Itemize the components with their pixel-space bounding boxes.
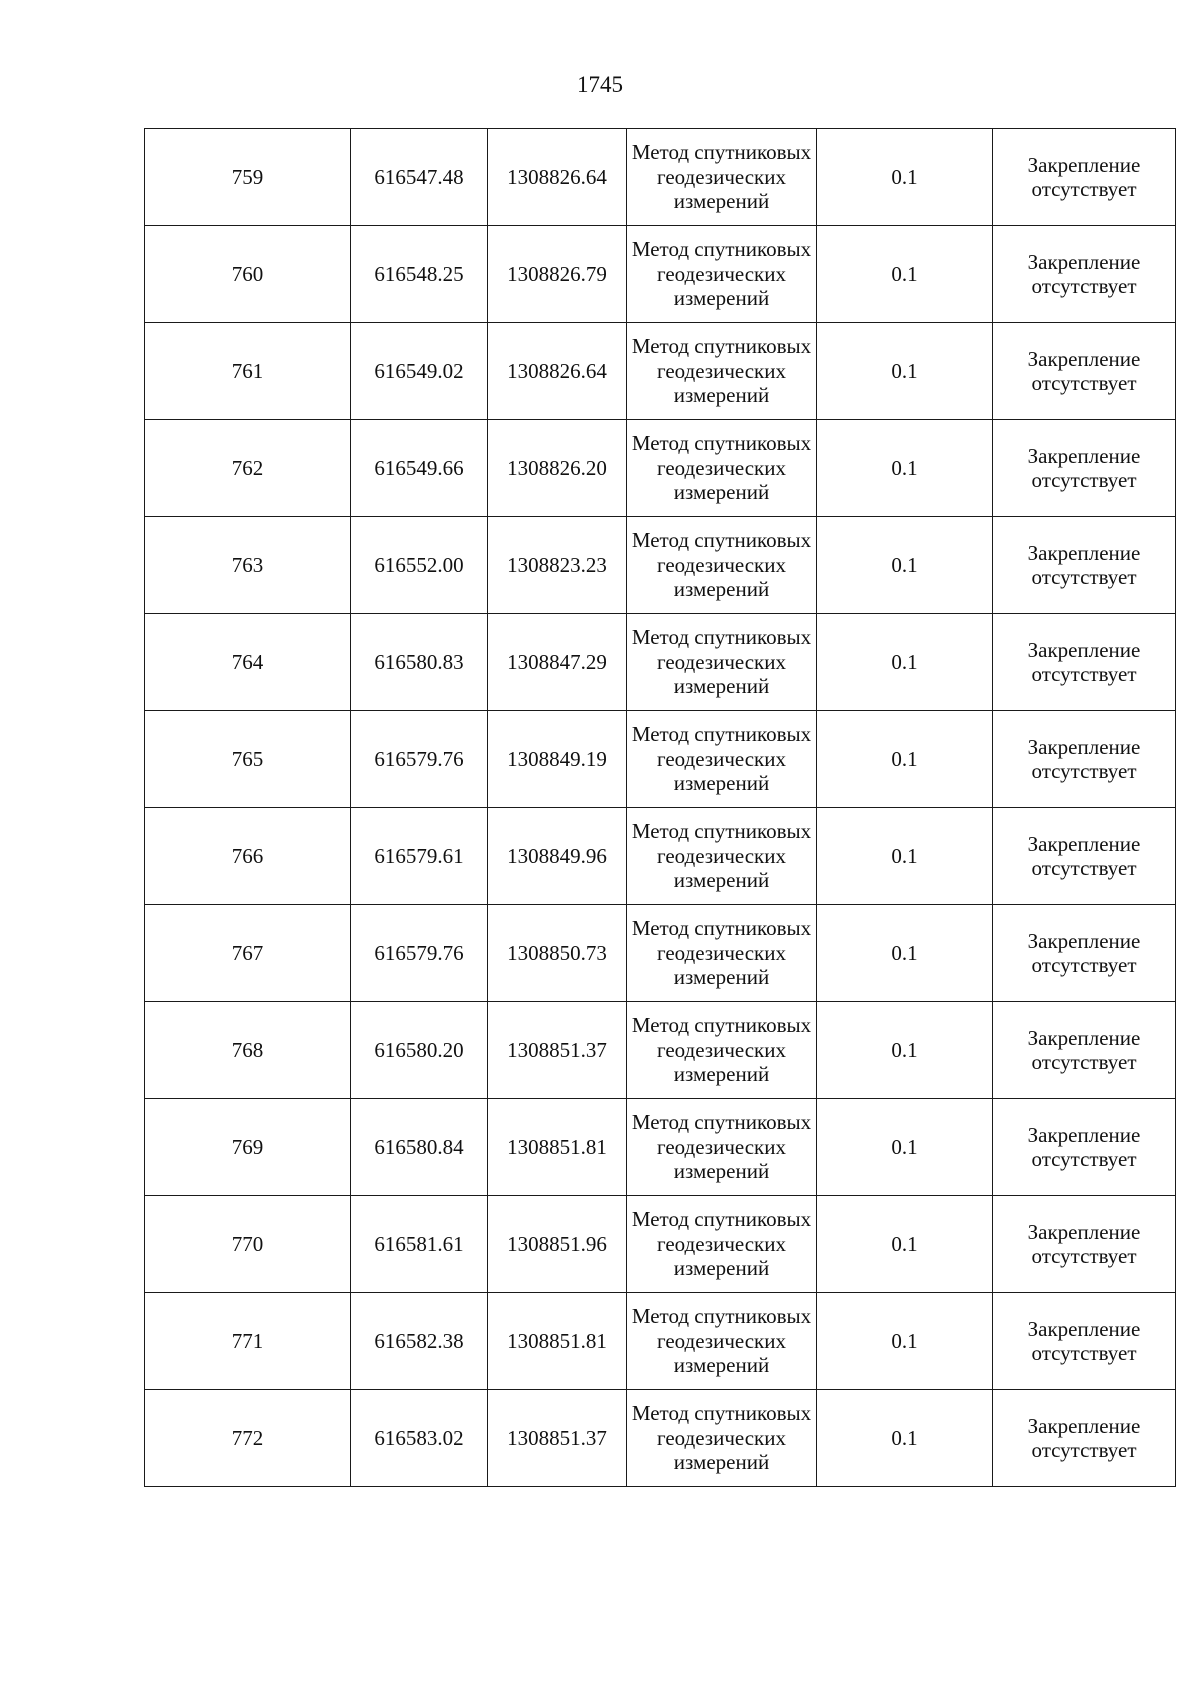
x-coordinate-cell: 616581.61: [351, 1196, 488, 1293]
marking-cell: Закрепление отсутствует: [993, 808, 1176, 905]
method-cell: Метод спутниковых геодезических измерений: [627, 1390, 817, 1487]
accuracy-cell: 0.1: [817, 1390, 993, 1487]
method-cell: Метод спутниковых геодезических измерений: [627, 905, 817, 1002]
point-number-cell: 768: [145, 1002, 351, 1099]
table-row: [145, 420, 1176, 517]
method-cell: Метод спутниковых геодезических измерений: [627, 1293, 817, 1390]
y-coordinate-cell: 1308823.23: [488, 517, 627, 614]
table-row: [145, 226, 1176, 323]
y-coordinate-cell: 1308851.96: [488, 1196, 627, 1293]
y-coordinate-cell: 1308851.81: [488, 1099, 627, 1196]
table-row: [145, 323, 1176, 420]
marking-cell: Закрепление отсутствует: [993, 711, 1176, 808]
point-number-cell: 770: [145, 1196, 351, 1293]
accuracy-cell: 0.1: [817, 905, 993, 1002]
table-row: [145, 614, 1176, 711]
table-row: [145, 1390, 1176, 1487]
point-number-cell: 765: [145, 711, 351, 808]
coordinates-table: [144, 128, 1176, 1487]
table-row: [145, 711, 1176, 808]
y-coordinate-cell: 1308847.29: [488, 614, 627, 711]
x-coordinate-cell: 616548.25: [351, 226, 488, 323]
accuracy-cell: 0.1: [817, 1196, 993, 1293]
table-row: [145, 905, 1176, 1002]
table-row: [145, 129, 1176, 226]
method-cell: Метод спутниковых геодезических измерений: [627, 517, 817, 614]
coordinates-table-body: [145, 129, 1176, 1487]
marking-cell: Закрепление отсутствует: [993, 614, 1176, 711]
method-cell: Метод спутниковых геодезических измерений: [627, 129, 817, 226]
x-coordinate-cell: 616549.66: [351, 420, 488, 517]
y-coordinate-cell: 1308851.37: [488, 1390, 627, 1487]
table-row: [145, 1099, 1176, 1196]
point-number-cell: 759: [145, 129, 351, 226]
marking-cell: Закрепление отсутствует: [993, 1002, 1176, 1099]
y-coordinate-cell: 1308851.81: [488, 1293, 627, 1390]
y-coordinate-cell: 1308826.79: [488, 226, 627, 323]
y-coordinate-cell: 1308826.64: [488, 129, 627, 226]
x-coordinate-cell: 616580.83: [351, 614, 488, 711]
point-number-cell: 764: [145, 614, 351, 711]
point-number-cell: 767: [145, 905, 351, 1002]
method-cell: Метод спутниковых геодезических измерений: [627, 1196, 817, 1293]
x-coordinate-cell: 616580.20: [351, 1002, 488, 1099]
marking-cell: Закрепление отсутствует: [993, 129, 1176, 226]
x-coordinate-cell: 616579.61: [351, 808, 488, 905]
point-number-cell: 766: [145, 808, 351, 905]
accuracy-cell: 0.1: [817, 711, 993, 808]
table-row: [145, 808, 1176, 905]
accuracy-cell: 0.1: [817, 517, 993, 614]
page-number: 1745: [577, 72, 623, 97]
y-coordinate-cell: 1308826.64: [488, 323, 627, 420]
accuracy-cell: 0.1: [817, 614, 993, 711]
method-cell: Метод спутниковых геодезических измерений: [627, 614, 817, 711]
point-number-cell: 771: [145, 1293, 351, 1390]
point-number-cell: 761: [145, 323, 351, 420]
accuracy-cell: 0.1: [817, 129, 993, 226]
x-coordinate-cell: 616552.00: [351, 517, 488, 614]
marking-cell: Закрепление отсутствует: [993, 226, 1176, 323]
marking-cell: Закрепление отсутствует: [993, 905, 1176, 1002]
method-cell: Метод спутниковых геодезических измерений: [627, 226, 817, 323]
table-row: [145, 1196, 1176, 1293]
x-coordinate-cell: 616579.76: [351, 711, 488, 808]
x-coordinate-cell: 616580.84: [351, 1099, 488, 1196]
table-row: [145, 1002, 1176, 1099]
accuracy-cell: 0.1: [817, 808, 993, 905]
y-coordinate-cell: 1308849.96: [488, 808, 627, 905]
x-coordinate-cell: 616547.48: [351, 129, 488, 226]
point-number-cell: 762: [145, 420, 351, 517]
method-cell: Метод спутниковых геодезических измерений: [627, 420, 817, 517]
point-number-cell: 760: [145, 226, 351, 323]
marking-cell: Закрепление отсутствует: [993, 1390, 1176, 1487]
marking-cell: Закрепление отсутствует: [993, 517, 1176, 614]
x-coordinate-cell: 616549.02: [351, 323, 488, 420]
method-cell: Метод спутниковых геодезических измерений: [627, 808, 817, 905]
accuracy-cell: 0.1: [817, 226, 993, 323]
point-number-cell: 763: [145, 517, 351, 614]
method-cell: Метод спутниковых геодезических измерений: [627, 1002, 817, 1099]
marking-cell: Закрепление отсутствует: [993, 1099, 1176, 1196]
marking-cell: Закрепление отсутствует: [993, 323, 1176, 420]
x-coordinate-cell: 616582.38: [351, 1293, 488, 1390]
x-coordinate-cell: 616583.02: [351, 1390, 488, 1487]
y-coordinate-cell: 1308851.37: [488, 1002, 627, 1099]
accuracy-cell: 0.1: [817, 420, 993, 517]
marking-cell: Закрепление отсутствует: [993, 1196, 1176, 1293]
accuracy-cell: 0.1: [817, 1293, 993, 1390]
method-cell: Метод спутниковых геодезических измерений: [627, 1099, 817, 1196]
table-row: [145, 1293, 1176, 1390]
x-coordinate-cell: 616579.76: [351, 905, 488, 1002]
marking-cell: Закрепление отсутствует: [993, 420, 1176, 517]
table-row: [145, 517, 1176, 614]
method-cell: Метод спутниковых геодезических измерений: [627, 323, 817, 420]
y-coordinate-cell: 1308826.20: [488, 420, 627, 517]
point-number-cell: 769: [145, 1099, 351, 1196]
accuracy-cell: 0.1: [817, 323, 993, 420]
y-coordinate-cell: 1308850.73: [488, 905, 627, 1002]
accuracy-cell: 0.1: [817, 1099, 993, 1196]
point-number-cell: 772: [145, 1390, 351, 1487]
method-cell: Метод спутниковых геодезических измерений: [627, 711, 817, 808]
y-coordinate-cell: 1308849.19: [488, 711, 627, 808]
accuracy-cell: 0.1: [817, 1002, 993, 1099]
marking-cell: Закрепление отсутствует: [993, 1293, 1176, 1390]
